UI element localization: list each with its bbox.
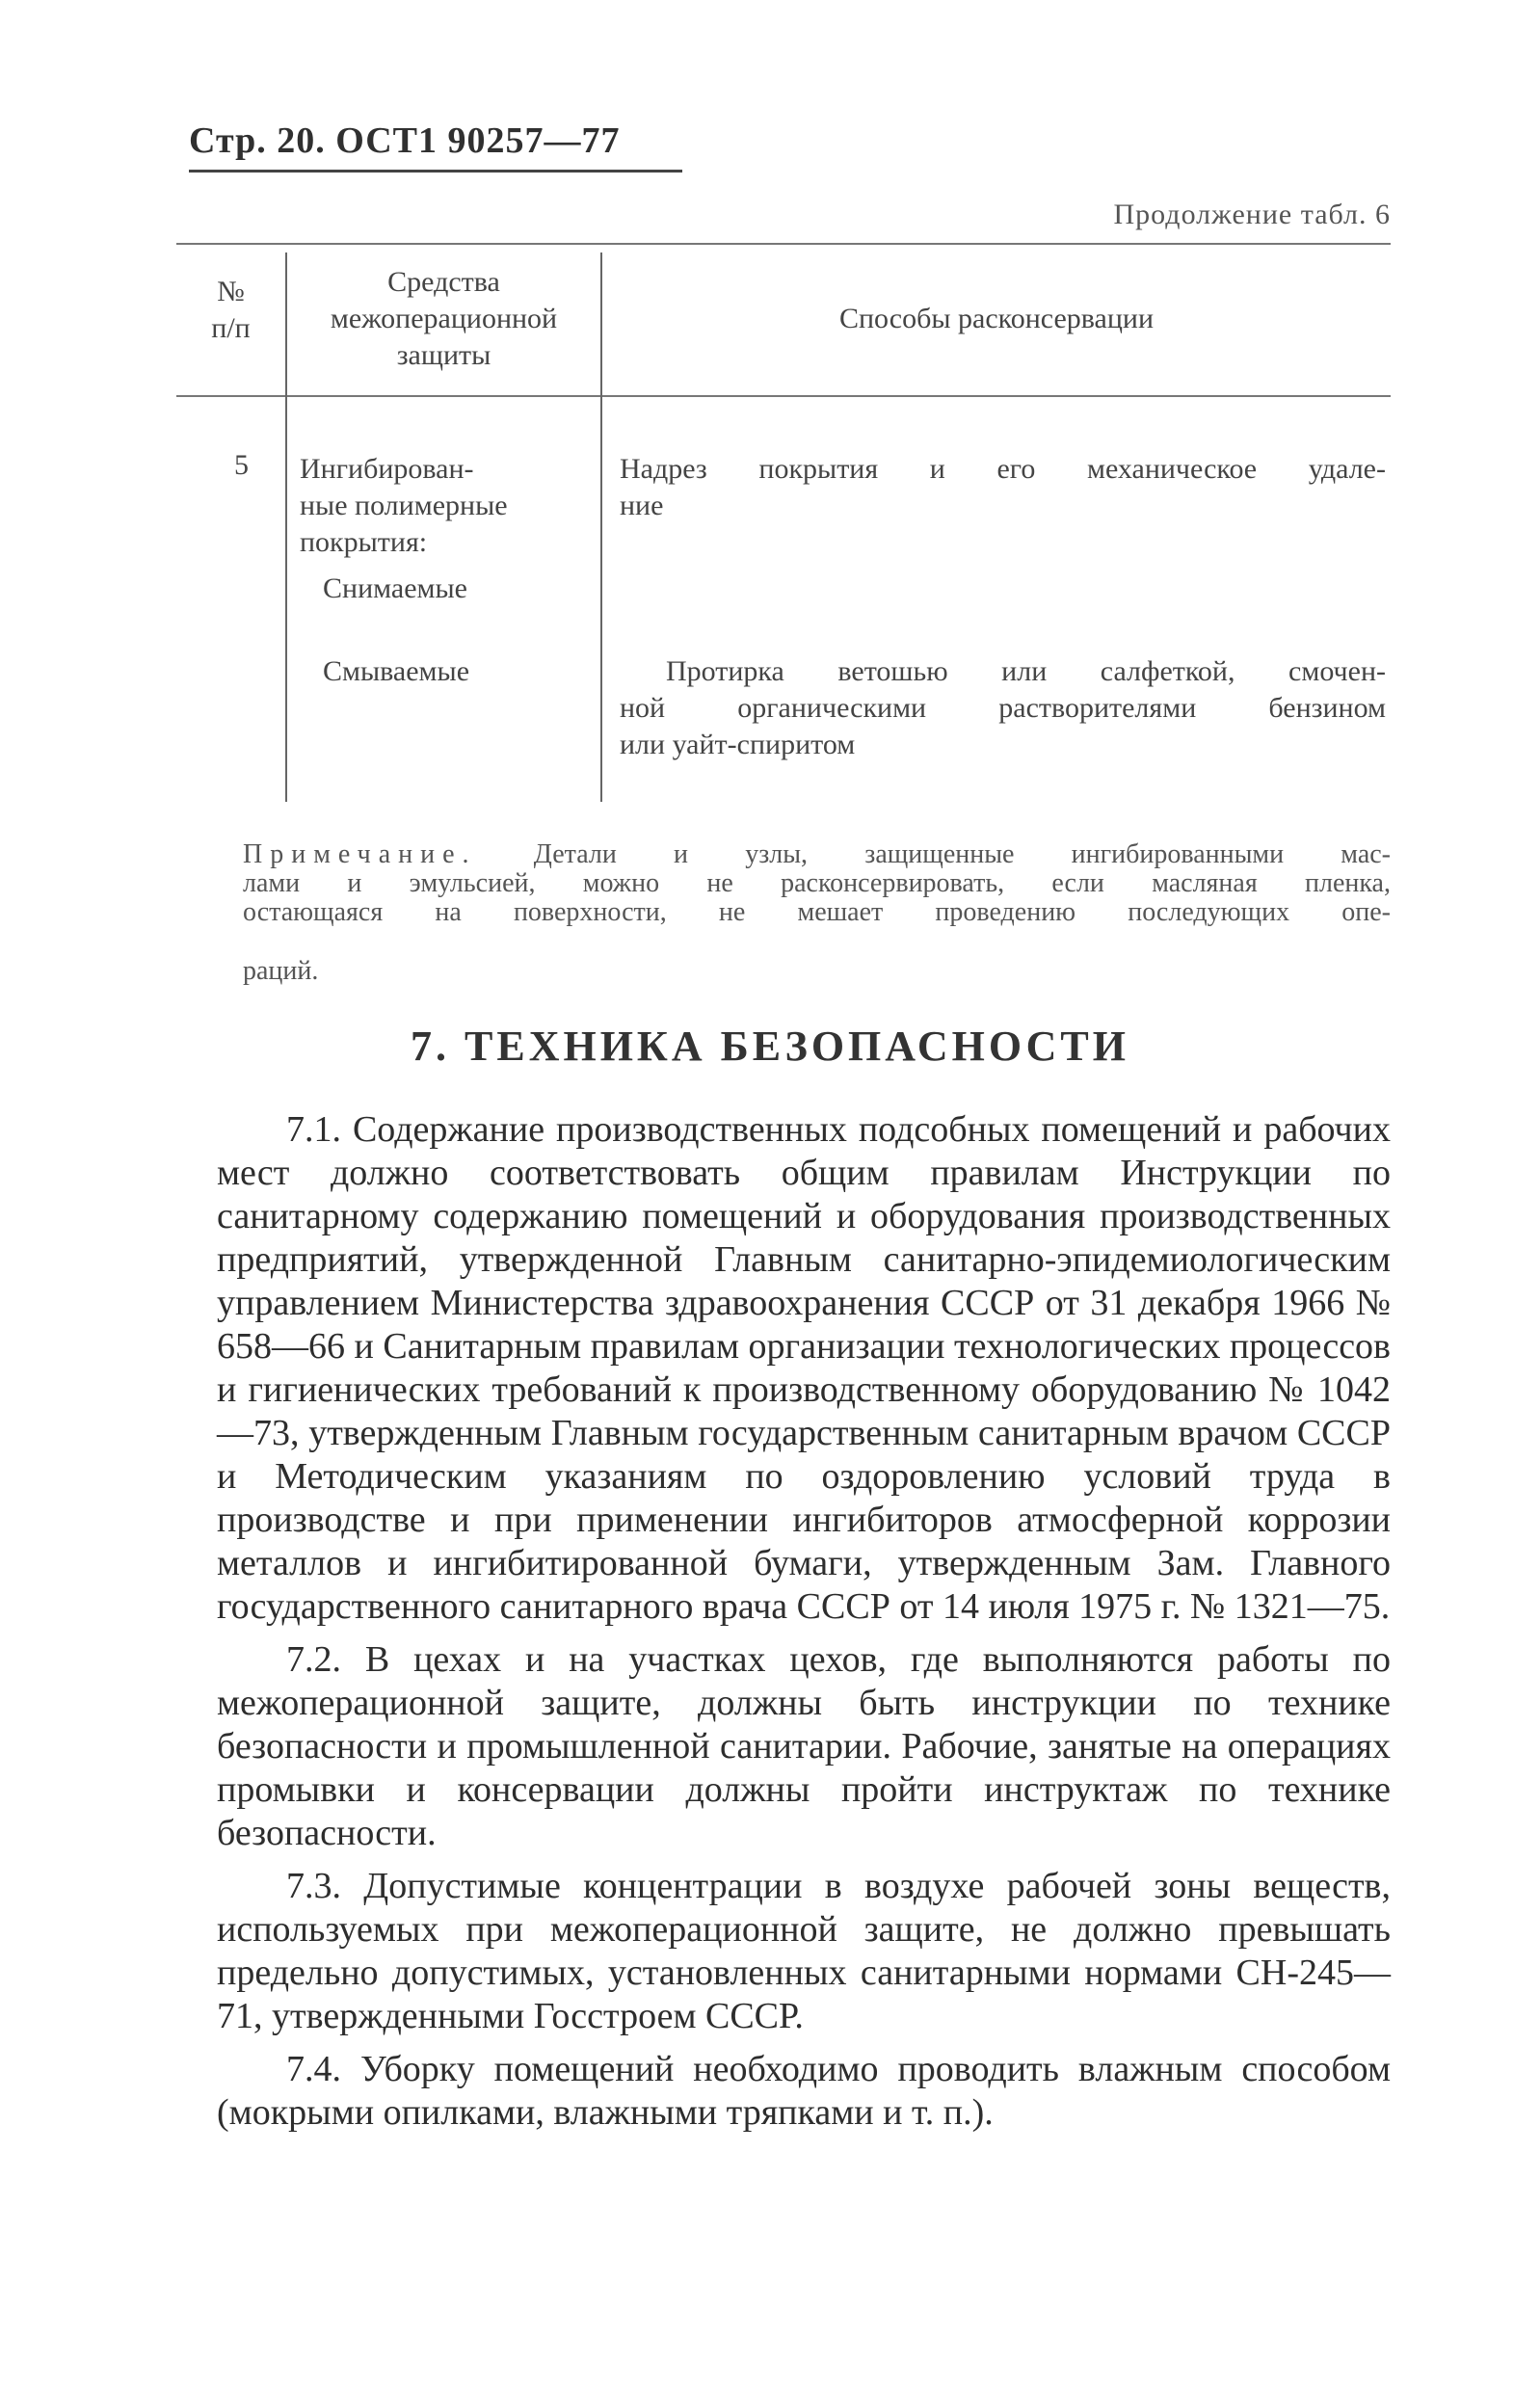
paragraph-7-3: 7.3. Допустимые концентрации в воздухе рабочей зоны веществ, используемых при межоперационной защите, не должно превышать предельно допустимых, установленных санитарными нормами СН-245—71, утвержденными Госстроем СССР. [217,1866,1391,2036]
column-header-methods: Способы расконсервации [838,303,1155,334]
protection-table [176,243,1391,807]
note-line-2: лами и эмульсией, можно не расконсервировать, если масляная пленка, [243,868,1391,898]
header-underline [189,170,682,173]
note-label: Примечание. [243,839,477,869]
section-body [217,1108,1391,2135]
row-method-removable: Надрез покрытия и его механическое удале- ние [620,453,1386,521]
paragraph-7-4: 7.4. Уборку помещений необходимо проводить влажным способом (мокрыми опилками, влажными тряпками и т. п.). [217,2049,1391,2133]
row-subtype-removable: Снимаемые [323,572,467,604]
table-header-rule [176,395,1391,397]
paragraph-7-1: 7.1. Содержание производственных подсобных помещений и рабочих мест должно соответствовать общим правилам Инструкции по санитарному содержанию помещений и оборудования производственных предприятий, утвержденной Главным санитарно-эпидемиологическим управлением Министерства здравоохранения СССР от 31 декабря 1966 № 658—66 и Санитарным правилам организации технологических процессов и гигиенических требований к производственному оборудованию № 1042—73, утвержденным Главным государственным санитарным врачом СССР и Методическим указаниям по оздоровлению условий труда в производстве и при применении ингибиторов атмосферной коррозии металлов и ингибитированной бумаги, утвержденным Зам. Главного государственного санитарного врача СССР от 14 июля 1975 г. № 1321—75. [217,1109,1391,1627]
note-line-1: Детали и узлы, защищенные ингибированными мас- [533,839,1392,869]
table-note [243,840,1391,927]
row-number: 5 [234,449,249,481]
row-method-washable-cont: ной органическими растворителями бензином или уайт-спиритом [620,692,1386,760]
section-title: 7. ТЕХНИКА БЕЗОПАСНОСТИ [411,1023,1129,1070]
note-line-3: остающаяся на поверхности, не мешает проведению последующих опе- [243,897,1391,927]
column-header-protection-means: Средства межоперационной защиты [330,266,558,371]
column-header-number: № п/п [211,276,251,344]
row-subtype-washable: Смываемые [323,655,470,687]
paragraph-7-2: 7.2. В цехах и на участках цехов, где выполняются работы по межоперационной защите, должны быть инструкции по технике безопасности и промышленной санитарии. Рабочие, занятые на операциях промывки и консервации должны пройти инструктаж по технике безопасности. [217,1639,1391,1853]
page-header: Стр. 20. ОСТ1 90257—77 [189,120,621,161]
table-top-rule [176,243,1391,245]
note-line-4: раций. [243,956,319,986]
row-protection-means: Ингибирован- ные полимерные покрытия: [300,453,508,558]
row-method-washable: Протирка ветошью или салфеткой, смочен- [666,655,1386,687]
table-continuation-label: Продолжение табл. 6 [1113,199,1391,230]
